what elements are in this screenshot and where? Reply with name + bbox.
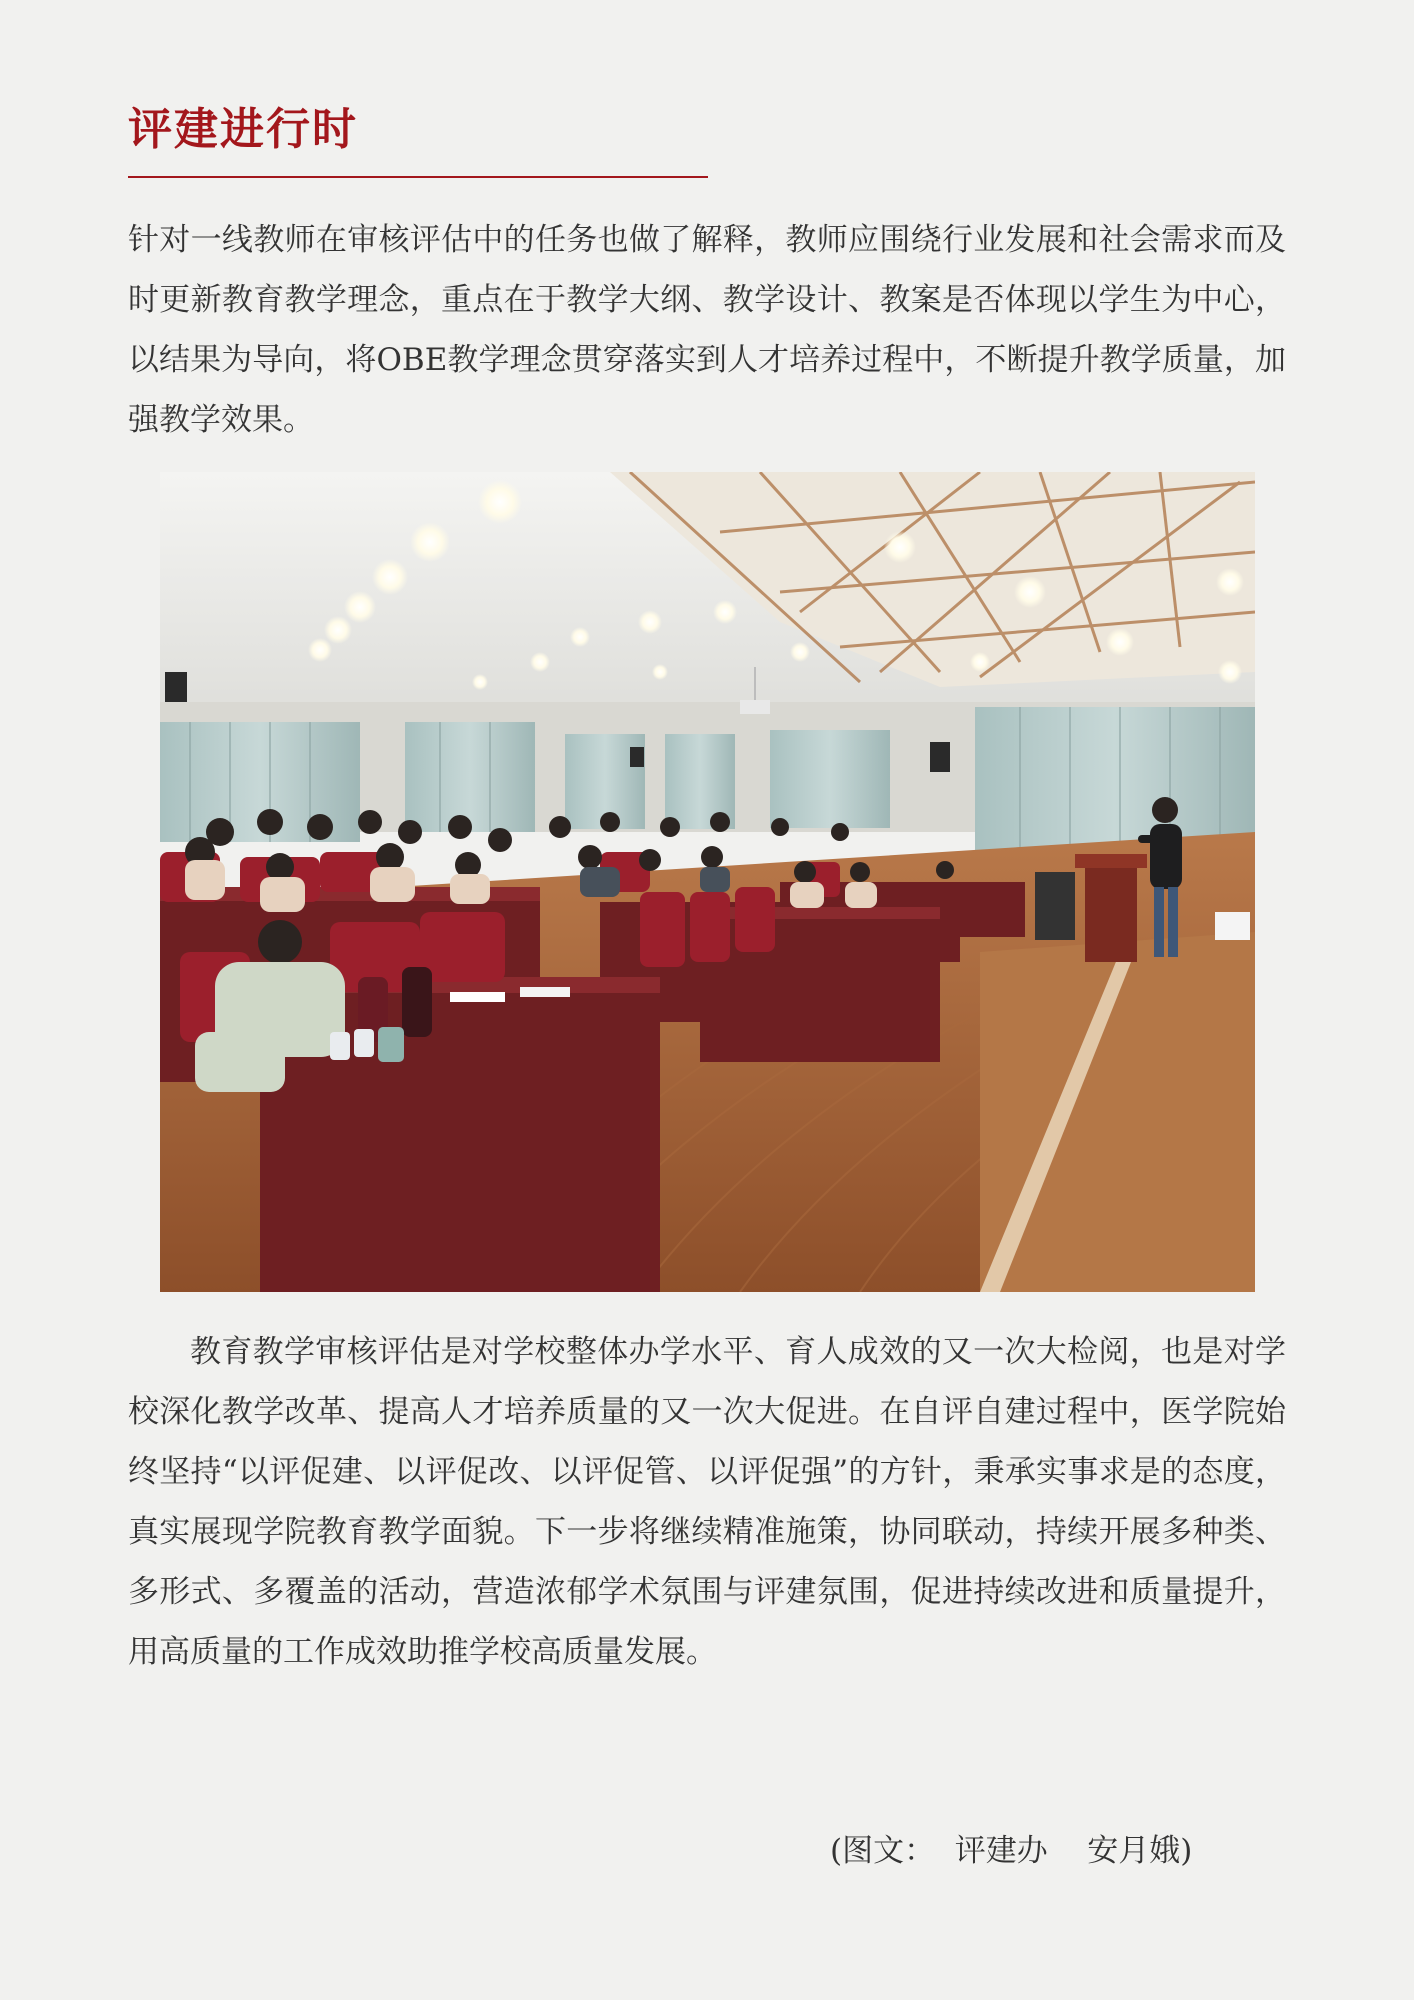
lecture-hall-photo [160,472,1255,1292]
paragraph-summary: 教育教学审核评估是对学校整体办学水平、育人成效的又一次大检阅，也是对学校深化教学改革、提高人才培养质量的又一次大促进。在自评自建过程中，医学院始终坚持“以评促建、以评促改、以评促管、以评促强”的方针，秉承实事求是的态度，真实展现学院教育教学面貌。下一步将继续精准施策，协同联动，持续开展多种类、多形式、多覆盖的活动，营造浓郁学术氛围与评建氛围，促进持续改进和质量提升，用高质量的工作成效助推学校高质量发展。 [128,1334,1286,1670]
paragraph-intro: 针对一线教师在审核评估中的任务也做了解释，教师应围绕行业发展和社会需求而及时更新教育教学理念，重点在于教学大纲、教学设计、教案是否体现以学生为中心，以结果为导向，将OBE教学理念贯穿落实到人才培养过程中，不断提升教学质量，加强教学效果。 [128,222,1286,438]
section-title: 评建进行时 [128,104,358,155]
title-divider [128,176,708,178]
photo-text-credit: (图文： 评建办 安月娥) [830,1833,1193,1869]
